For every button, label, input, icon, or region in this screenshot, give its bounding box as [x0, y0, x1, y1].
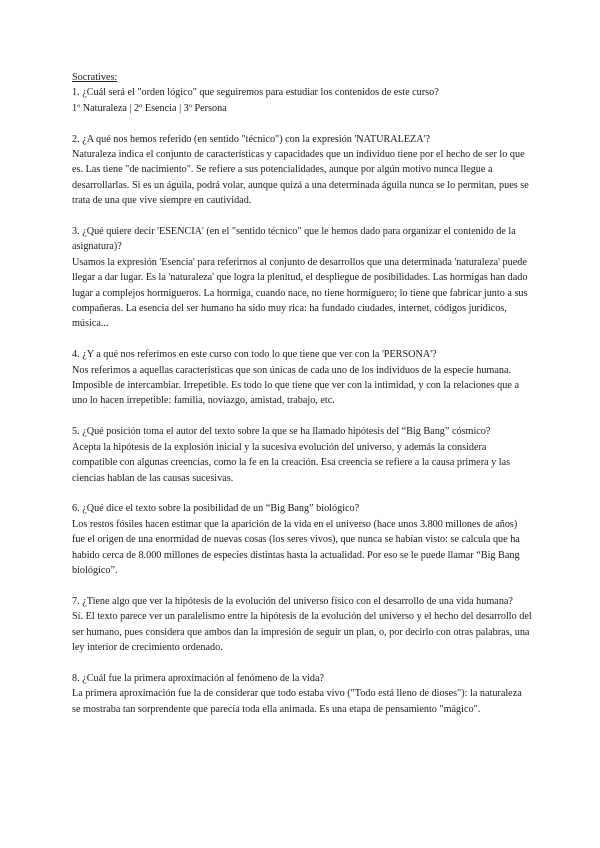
section-heading: Socratives: [72, 72, 118, 83]
answer-5: Acepta la hipótesis de la explosión inicial y la sucesiva evolución del universo, y además la considera compatible con algunas creencias, como la fe en la creación. Esa creencia se refiere a la causa primera y las ciencias hablan de las causas sucesivas. [72, 441, 511, 484]
qa-item-5 [72, 424, 532, 486]
qa-item-4 [72, 347, 532, 409]
document-page [72, 70, 532, 732]
question-7: 7. ¿Tiene algo que ver la hipótesis de la evolución del universo físico con el desarrollo de una vida humana? [72, 595, 513, 607]
qa-item-3 [72, 224, 532, 332]
question-4: 4. ¿Y a qué nos referimos en este curso con todo lo que tiene que ver con la 'PERSONA'? [72, 349, 437, 361]
question-2: 2. ¿A qué nos hemos referido (en sentido "técnico") con la expresión 'NATURALEZA'? [72, 133, 430, 145]
answer-4: Nos referimos a aquellas características que son únicas de cada uno de los individuos de la especie humana. Imposible de intercambiar. Irrepetible. Es todo lo que tiene que ver con la intimidad, y con la relaciones que a uno lo hacen irrepetible: familia, noviazgo, amistad, trabajo, etc. [72, 364, 519, 407]
answer-7: Sí. El texto parece ver un paralelismo entre la hipótesis de la evolución del universo y el hecho del desarrollo del ser humano, pues considera que ambos dan la impresión de seguir un plan, o, por decirlo con otras palabras, una ley interior de crecimiento ordenado. [72, 611, 532, 653]
question-8: 8. ¿Cuál fue la primera aproximación al fenómeno de la vida? [72, 672, 325, 684]
question-5: 5. ¿Qué posición toma el autor del texto sobre la que se ha llamado hipótesis del “Big Bang” cósmico? [72, 426, 491, 438]
question-1: 1. ¿Cuál será el "orden lógico" que seguiremos para estudiar los contenidos de este curso? [72, 87, 439, 99]
qa-item-8 [72, 671, 532, 717]
question-3: 3. ¿Qué quiere decir 'ESENCIA' (en el "sentido técnico" que le hemos dado para organizar el contenido de la asignatura)? [72, 226, 516, 253]
question-6: 6. ¿Qué dice el texto sobre la posibilidad de un “Big Bang” biológico? [72, 503, 360, 515]
qa-item-2 [72, 132, 532, 209]
answer-2: Naturaleza indica el conjunto de características y capacidades que un individuo tiene por el hecho de ser lo que es. Las tiene "de nacimiento". Se refiere a sus potencialidades, aunque por algún motivo nunca llegue a desarrollarlas. Si es un águila, podrá volar, aunque quizá a una determinada águila nunca se lo permitan, pues se trata de una que vive siempre en cautividad. [72, 149, 529, 207]
qa-item-7 [72, 594, 532, 656]
answer-3: Usamos la expresión 'Esencia' para referirnos al conjunto de desarrollos que una determinada 'naturaleza' puede llegar a dar lugar. Es la 'naturaleza' que logra la plenitud, el despliegue de posibilidades. Las hormigas han dado lugar a complejos hormigueros. La hormiga, cuando nace, no tiene hormiguero; lo tiene que fabricar junto a sus compañeras. La esencia del ser humano ha sido muy rica: ha fundado ciudades, internet, códigos jurídicos, música... [72, 256, 528, 330]
qa-item-6 [72, 501, 532, 578]
qa-item-1 [72, 85, 532, 116]
answer-6: Los restos fósiles hacen estimar que la aparición de la vida en el universo (hace unos 3.800 millones de años) fue el origen de una enormidad de nuevas cosas (los seres vivos), que nunca se habían visto: se calcula que ha habido cerca de 8.000 millones de especies distintas hasta la actualidad. Por eso se le puede llamar “Big Bang biológico”. [72, 518, 520, 576]
answer-8: La primera aproximación fue la de considerar que todo estaba vivo ("Todo está lleno de dioses"): la naturaleza se mostraba tan sorprendente que parecía toda ella animada. Es una etapa de pensamiento "mágico". [72, 688, 522, 715]
answer-1: 1º Naturaleza | 2º Esencia | 3º Persona [72, 102, 227, 114]
